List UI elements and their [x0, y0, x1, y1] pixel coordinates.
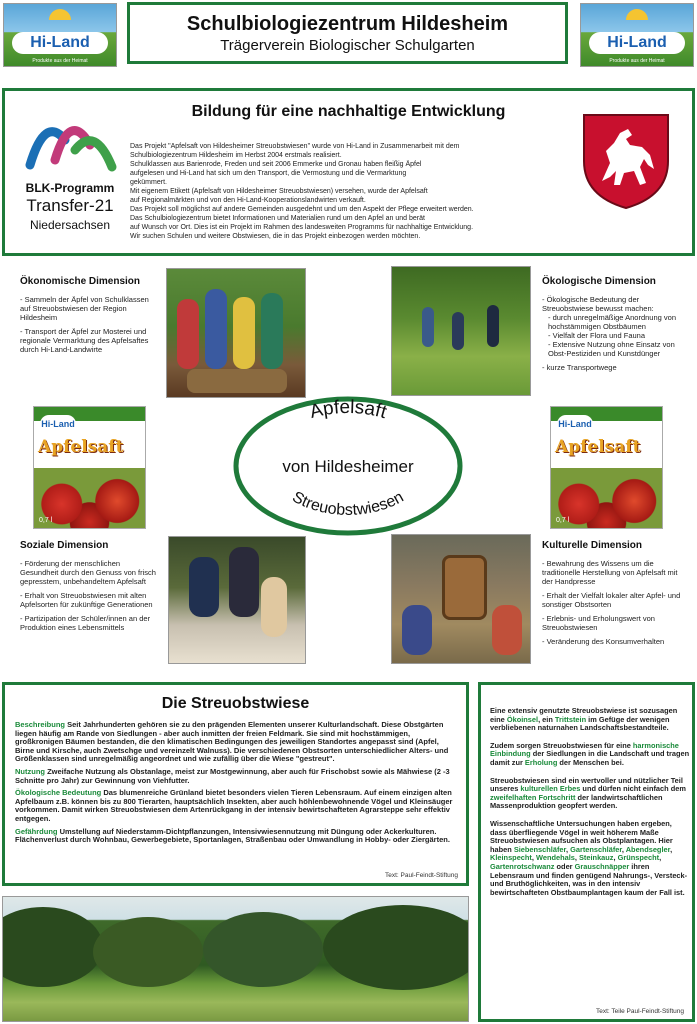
- intro-heading: Bildung für eine nachhaltige Entwicklung: [191, 103, 506, 120]
- person-figure: [487, 305, 499, 347]
- section-text: Umstellung auf Niederstamm-Dichtpflanzungen, Intensivwiesennutzung mit Düngung oder Ackerkulturen. Flächenverlust durch Wohnbau, Gewerbegebiete, Sportanlagen, Straßenbau oder Umwandlung in Hobby- oder Ziergärten.: [15, 826, 450, 845]
- intro-line: Schulklassen aus Barienrode, Freden und seit 2006 Emmerke und Gronau haben fleißig Äpfel: [130, 161, 422, 168]
- section-usage: [15, 768, 459, 785]
- sidebar-run: ,: [531, 853, 536, 863]
- sidebar-credit: Text: Teile Paul-Feindt-Stiftung: [595, 1008, 684, 1015]
- blk-logo-icon: [20, 105, 120, 175]
- section-description: [15, 721, 459, 764]
- hiland-logo-right: [580, 3, 694, 67]
- dim-oekologisch: [542, 276, 692, 377]
- sidebar-text: [490, 707, 690, 901]
- sidebar-run: Zudem sorgen Streuobstwiesen für eine: [490, 740, 633, 750]
- sidebar-box: [478, 682, 695, 1022]
- sidebar-run: im Gefüge der wenigen verbliebenen naturnahen Landschaftsbestandteile.: [490, 714, 670, 733]
- text-credit: Text: Paul-Feindt-Stiftung: [385, 872, 458, 879]
- sidebar-paragraph: [490, 777, 690, 811]
- juice-label-left: [33, 406, 146, 529]
- list-item: - Erhalt der Vielfalt lokaler alter Apfel- und sonstiger Obstsorten: [542, 591, 681, 609]
- dim-list: [542, 295, 692, 372]
- juice-brand: Hi-Land: [40, 415, 76, 433]
- list-item: - kurze Transportwege: [542, 363, 617, 372]
- dim-title: Kulturelle Dimension: [542, 540, 643, 551]
- photo-children-table: [168, 536, 306, 664]
- blk-line2: Transfer-21: [26, 196, 114, 215]
- intro-line: Mit eigenem Etikett (Apfelsaft von Hildesheimer Streuobstwiesen) versehen, wurde der Apfelsaft: [130, 188, 428, 195]
- blk-line1: BLK-Programm: [25, 181, 115, 195]
- arc-bottom-text: Streuobstwiesen: [289, 488, 407, 519]
- header-title-box: [127, 2, 568, 64]
- juice-volume: 0,7 l: [556, 517, 570, 524]
- dim-list: [20, 295, 160, 354]
- highlight-term: Grauschnäpper: [574, 861, 630, 871]
- sidebar-paragraph: [490, 820, 690, 897]
- sidebar-run: ,: [659, 853, 662, 863]
- highlight-term: harmonische Einbindung: [490, 740, 679, 759]
- juice-brand: Hi-Land: [557, 415, 593, 433]
- intro-line: gekümmert.: [130, 179, 167, 186]
- sidebar-run: Eine extensiv genutzte Streuobstwiese ist sozusagen eine: [490, 706, 678, 724]
- highlight-term: Grünspecht: [617, 853, 660, 863]
- intro-line: aufgelesen und Hi-Land hat sich um den Transport, die Vermostung und die Vermarktung: [130, 170, 407, 177]
- sidebar-run: Streuobstwiesen sind ein wertvoller und nützlicher Teil unseres: [490, 775, 683, 794]
- sub-item: - Vielfalt der Flora und Fauna: [548, 331, 645, 340]
- highlight-term: Siebenschläfer: [513, 844, 566, 854]
- center-emblem: [223, 388, 473, 548]
- list-item: - Sammeln der Äpfel von Schulklassen auf Streuobstwiesen der Region Hildesheim: [20, 295, 149, 322]
- streuobstwiese-heading: Die Streuobstwiese: [161, 695, 310, 712]
- intro-text: [130, 142, 560, 241]
- dim-title: Ökologische Dimension: [542, 276, 656, 287]
- intro-line: Schulbiologiezentrum Hildesheim im Herbst 2004 erstmals realisiert.: [130, 152, 342, 159]
- sidebar-run: der Menschen bei.: [557, 757, 624, 767]
- person-figure: [189, 557, 219, 617]
- person-figure: [233, 297, 255, 369]
- blk-logo: [15, 105, 125, 245]
- niedersachsen-coat-of-arms-icon: [580, 111, 672, 211]
- list-item: - Erlebnis- und Erholungswert von Streuobstwiesen: [542, 614, 655, 632]
- juice-name: Apfelsaft: [555, 437, 641, 457]
- list-item: - Veränderung des Konsumverhalten: [542, 637, 665, 646]
- intro-line: auf Wunsch vor Ort. Dies ist ein Projekt im Rahmen des landesweiten Programms für nachhaltige Entwicklung.: [130, 224, 474, 231]
- sub-item: - durch unregelmäßige Anordnung von hochstämmigen Obstbäumen: [548, 313, 676, 331]
- dim-title: Soziale Dimension: [20, 540, 109, 551]
- hiland-tagline: Produkte aus der Heimat: [32, 58, 88, 64]
- person-figure: [229, 547, 259, 617]
- sidebar-run: ,: [613, 853, 618, 863]
- sun-icon: [49, 9, 71, 20]
- photo-children-apples: [166, 268, 306, 398]
- sidebar-run: , ein: [538, 714, 555, 724]
- section-text: Zweifache Nutzung als Obstanlage, meist zur Mostgewinnung, aber auch für Frischobst sowie als Mähwiese (2 -3 Schnitte pro Jahr) zur Gewinnung von Viehfutter.: [15, 766, 450, 785]
- sidebar-run: ihren Lebensraum und finden genügend Nahrungs-, Versteck- und Bruthöglichkeiten, was in den intensiv bewirtschafteten Obstbaumplantagen kaum der Fall ist.: [490, 861, 688, 897]
- person-figure: [205, 289, 227, 369]
- sidebar-run: und dürfen nicht einfach dem: [580, 784, 686, 794]
- highlight-term: kulturellen Erbes: [520, 784, 581, 794]
- hiland-brand: Hi-Land: [12, 32, 108, 54]
- dim-title: Ökonomische Dimension: [20, 276, 141, 287]
- list-item-lead: - Ökologische Bedeutung der Streuobstwiese bewusst machen:: [542, 295, 654, 313]
- page-subtitle: Trägerverein Biologischer Schulgarten: [220, 37, 475, 54]
- sidebar-run: Wissenschaftliche Untersuchungen haben ergeben, dass überfliegende Vögel in weit höherem Maße Streuobstwiesen aufsuchen als Obstplantagen. Hier haben: [490, 818, 673, 854]
- tree-crown: [323, 905, 469, 990]
- person-figure: [452, 312, 464, 350]
- streuobstwiese-text: [15, 721, 459, 849]
- arc-top-text: Apfelsaft: [307, 396, 389, 424]
- hiland-brand: Hi-Land: [589, 32, 685, 54]
- highlight-term: Wendehals: [536, 853, 575, 863]
- sidebar-run: ,: [566, 844, 571, 854]
- sidebar-run: ,: [621, 844, 626, 854]
- highlight-term: Erholung: [524, 757, 558, 767]
- section-text: Seit Jahrhunderten gehören sie zu den prägenden Elementen unserer Kulturlandschaft. Diese Obstgärten liegen häufig am Rande von Siedlungen - aber auch inmitten der freien Feldmark. Sie sind mit hochstämmigen, großkronigen Bäumen bestanden, die den klimatischen Bedingungen des jeweiligen Standortes angepasst sind (Apfel, Birne und Kirsche, auch Zwetschge und vereinzelt Walnuss). Die verschiedenen Obstsorten unterschiedlicher Alters- und Größenklassen sind unregelmäßig angeordnet und wie zufällig über die Wiese "gestreut".: [15, 720, 449, 764]
- intro-line: Das Projekt soll möglichst auf andere Gemeinden ausgedehnt und um den Aspekt der Pflege erweitert werden.: [130, 206, 474, 213]
- section-label: Nutzung: [15, 766, 45, 776]
- dim-oekonomisch: [20, 276, 160, 359]
- center-middle-text: von Hildesheimer: [282, 457, 414, 476]
- tree-crown: [93, 917, 203, 987]
- highlight-term: Kleinspecht: [490, 853, 532, 863]
- sidebar-run: der landwirtschaftlichen Massenproduktion geopfert werden.: [490, 792, 663, 811]
- sidebar-run: ,: [670, 844, 673, 854]
- blk-line3: Niedersachsen: [29, 218, 111, 232]
- intro-box: [2, 88, 695, 256]
- sidebar-paragraph: [490, 707, 690, 733]
- section-ecology: [15, 789, 459, 823]
- photo-meadow: [391, 266, 531, 396]
- section-label: Gefährdung: [15, 826, 58, 836]
- hiland-logo-left: [3, 3, 117, 67]
- intro-line: Das Schulbiologiezentrum bietet Informationen und Materialien rund um den Apfel an und berät: [130, 215, 425, 222]
- section-label: Ökologische Bedeutung: [15, 788, 102, 798]
- sidebar-run: der Siedlungen in die Landschaft und tragen damit zur: [490, 749, 690, 767]
- section-threat: [15, 828, 459, 845]
- juice-name: Apfelsaft: [38, 437, 124, 457]
- person-figure: [422, 307, 434, 347]
- hiland-tagline: Produkte aus der Heimat: [609, 58, 665, 64]
- juice-volume: 0,7 l: [39, 517, 53, 524]
- intro-line: Wir suchen Schulen und weitere Obstwiesen, die in das Projekt einbezogen werden möchten.: [130, 233, 421, 240]
- dim-kulturell: [542, 540, 687, 651]
- page-title: Schulbiologiezentrum Hildesheim: [186, 13, 509, 35]
- person-figure: [261, 293, 283, 369]
- highlight-term: Ökoinsel: [506, 714, 539, 724]
- sidebar-paragraph: [490, 742, 690, 768]
- juice-label-right: [550, 406, 663, 529]
- sidebar-run: oder: [554, 861, 575, 871]
- highlight-term: Gartenschläfer: [570, 844, 622, 854]
- photo-apple-press: [391, 534, 531, 664]
- list-item: [542, 295, 692, 358]
- dim-sozial: [20, 540, 160, 637]
- photo-orchard: [2, 896, 469, 1022]
- tree-crown: [2, 907, 103, 987]
- tree-crown: [203, 912, 323, 987]
- list-item: - Förderung der menschlichen Gesundheit durch den Genuss von frisch gepresstem, unbehandeltem Apfelsaft: [20, 559, 156, 586]
- section-text: Das blumenreiche Grünland bietet besonders vielen Tieren Lebensraum. Auf einem einzigen alten Apfelbaum z.B. können bis zu 800 Tierarten, hauptsächlich Insekten, aber auch höhlenbewohnende Vögel und Kleinsäuger vorkommen. Damit wirken Streuobstwiesen dem Artenrückgang in der intensiv bewirtschafteten Agrarsteppe sehr effektiv entgegen.: [15, 788, 453, 823]
- highlight-term: zweifelhaften Fortschritt: [490, 792, 576, 802]
- person-figure: [492, 605, 522, 655]
- highlight-term: Abendsegler: [625, 844, 671, 854]
- person-figure: [177, 299, 199, 369]
- list-item: - Bewahrung des Wissens um die traditionelle Herstellung von Apfelsaft mit der Handpresse: [542, 559, 678, 586]
- intro-line: auf Regionalmärkten und von den Hi-Land-Kooperationslandwirten verkauft.: [130, 197, 366, 204]
- dim-list: [542, 559, 687, 646]
- sun-icon: [626, 9, 648, 20]
- section-label: Beschreibung: [15, 720, 66, 729]
- streuobstwiese-box: [2, 682, 469, 886]
- apple-press: [442, 555, 487, 620]
- intro-line: Das Projekt "Apfelsaft von Hildesheimer Streuobstwiesen" wurde von Hi-Land in Zusammenarbeit mit dem: [130, 143, 460, 150]
- sub-item: - Extensive Nutzung ohne Einsatz von Obst-Pestiziden und Kunstdünger: [548, 340, 675, 358]
- dim-list: [20, 559, 160, 632]
- sub-list: [542, 313, 692, 358]
- sidebar-run: ,: [574, 853, 579, 863]
- list-item: - Erhalt von Streuobstwiesen mit alten Apfelsorten für zukünftige Generationen: [20, 591, 153, 609]
- person-figure: [261, 577, 287, 637]
- list-item: - Partizipation der Schüler/innen an der Produktion eines Lebensmittels: [20, 614, 151, 632]
- person-figure: [402, 605, 432, 655]
- highlight-term: Gartenrotschwanz: [490, 861, 555, 871]
- highlight-term: Trittstein: [554, 714, 587, 724]
- list-item: - Transport der Äpfel zur Mosterei und regionale Vermarktung des Apfelsaftes durch Hi-Land-Landwirte: [20, 327, 149, 354]
- highlight-term: Steinkauz: [579, 853, 614, 863]
